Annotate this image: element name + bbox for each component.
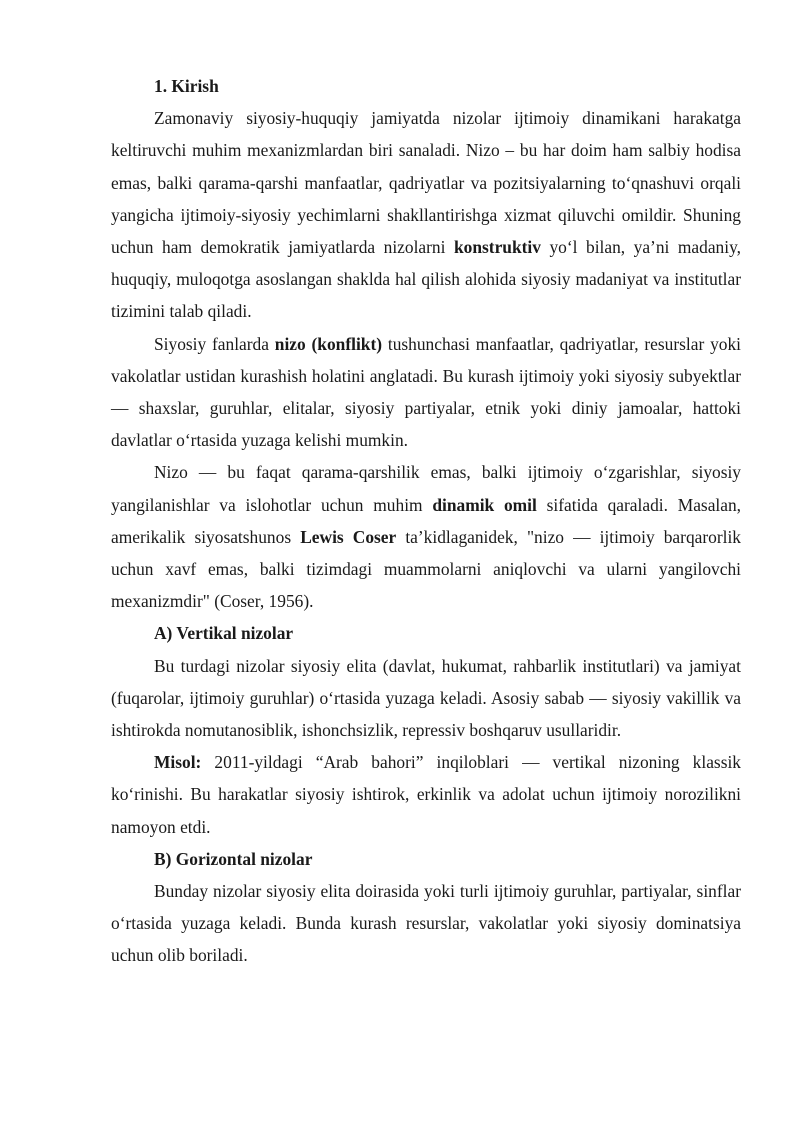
paragraph-text: ta’kidlaganidek, "nizo — ijtimoiy barqarorlik uchun xavf emas, balki tizimdagi muammolarni aniqlovchi va ularni yangilovchi mexanizmdir" (Coser, 1956). <box>111 526 741 612</box>
paragraph-example <box>111 746 741 843</box>
paragraph-text: 2011-yildagi “Arab bahori” inqiloblari — vertikal nizoning klassik ko‘rinishi. Bu harakatlar siyosiy ishtirok, erkinlik va adolat uchun ijtimoiy norozilikni namoyon etdi. <box>111 752 741 837</box>
bold-term: dinamik omil <box>432 494 537 515</box>
section-heading-intro: 1. Kirish <box>154 76 219 96</box>
paragraph-text: tushunchasi manfaatlar, qadriyatlar, resurslar yoki vakolatlar ustidan kurashish holatini anglatadi. Bu kurash ijtimoiy yoki siyosiy subyektlar — shaxslar, guruhlar, elitalar, siyosiy partiyalar, etnik yoki diniy jamoalar, hattoki davlatlar o‘rtasida yuzaga kelishi mumkin. <box>111 333 741 451</box>
bold-label: Misol: <box>154 752 202 773</box>
bold-term: konstruktiv <box>453 237 541 258</box>
document-page <box>111 70 741 972</box>
bold-term: nizo (konflikt) <box>274 333 383 354</box>
paragraph-definition <box>111 328 741 457</box>
paragraph-text: sifatida qaraladi. Masalan, amerikalik siyosatshunos <box>111 494 742 547</box>
section-heading-vertical: A) Vertikal nizolar <box>154 623 294 644</box>
paragraph-intro <box>111 102 741 327</box>
paragraph-horizontal: Bunday nizolar siyosiy elita doirasida yoki turli ijtimoiy guruhlar, partiyalar, sinflar o‘rtasida yuzaga keladi. Bunda kurash resurslar, vakolatlar yoki siyosiy dominatsiya uchun olib boriladi. <box>111 881 741 966</box>
bold-author: Lewis Coser <box>300 526 397 547</box>
paragraph-text: Zamonaviy siyosiy-huquqiy jamiyatda nizolar ijtimoiy dinamikani harakatga keltiruvchi muhim mexanizmlardan biri sanaladi. Nizo – bu har doim ham salbiy hodisa emas, balki qarama-qarshi manfaatlar, qadriyatlar va pozitsiyalarning to‘qnashuvi orqali yangicha ijtimoiy-siyosiy yechimlarni shakllantirishga xizmat qiluvchi omildir. Shuning uchun ham demokratik jamiyatlarda nizolarni <box>111 108 741 258</box>
paragraph-text: yo‘l bilan, ya’ni madaniy, huquqiy, muloqotga asoslangan shaklda hal qilish alohida siyosiy madaniyat va institutlar tizimini talab qiladi. <box>111 237 741 322</box>
paragraph-vertical: Bu turdagi nizolar siyosiy elita (davlat, hukumat, rahbarlik institutlari) va jamiyat (fuqarolar, ijtimoiy guruhlar) o‘rtasida yuzaga keladi. Asosiy sabab — siyosiy vakillik va ishtirokda nomutanosiblik, ishonchsizlik, repressiv boshqaruv usullaridir. <box>111 655 741 741</box>
paragraph-text: Siyosiy fanlarda <box>154 333 275 354</box>
section-heading-horizontal: B) Gorizontal nizolar <box>154 848 313 869</box>
paragraph-coser <box>111 456 741 617</box>
paragraph-text: Nizo — bu faqat qarama-qarshilik emas, balki ijtimoiy o‘zgarishlar, siyosiy yangilanishlar va islohotlar uchun muhim <box>111 462 741 515</box>
